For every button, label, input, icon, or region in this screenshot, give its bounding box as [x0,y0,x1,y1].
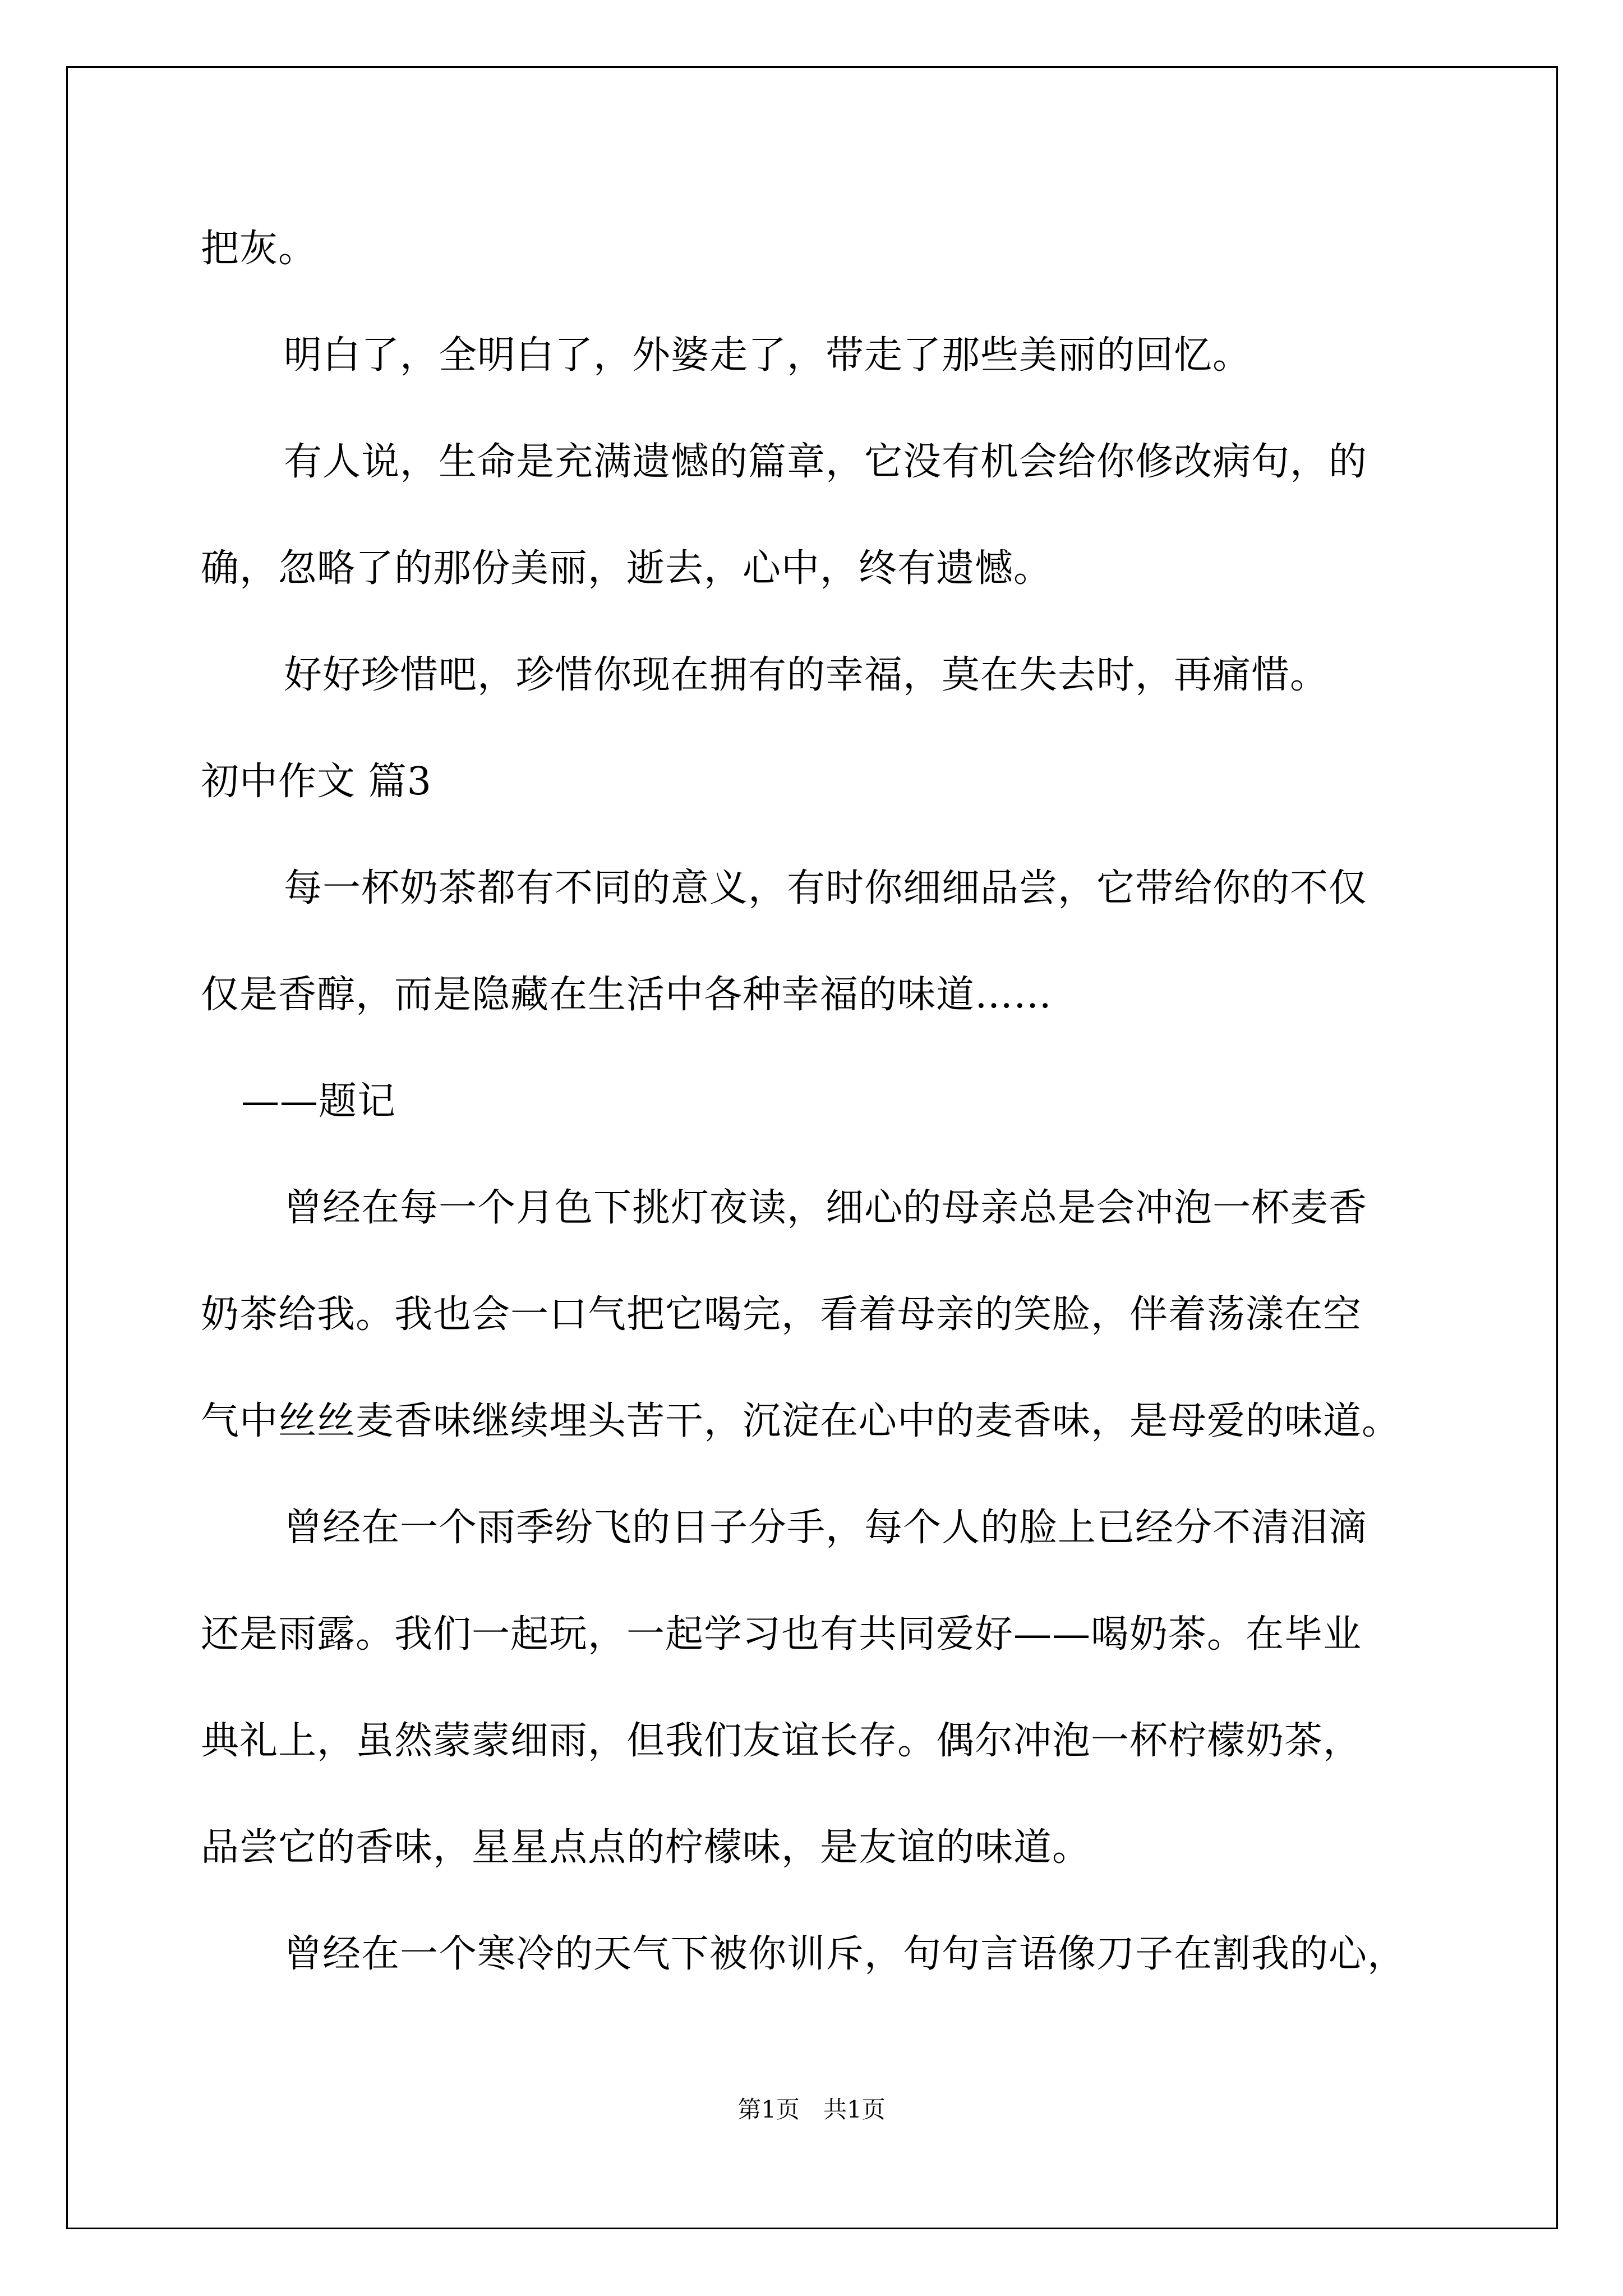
page-footer: 第1页 共1页 [737,2096,886,2123]
paragraph-line: 还是雨露。我们一起玩，一起学习也有共同爱好——喝奶茶。在毕业 [201,1612,1362,1657]
paragraph-line: 明白了，全明白了，外婆走了，带走了那些美丽的回忆。 [284,333,1252,378]
paragraph-line: 典礼上，虽然蒙蒙细雨，但我们友谊长存。偶尔冲泡一杯柠檬奶茶， [201,1719,1362,1763]
paragraph-line: 品尝它的香味，星星点点的柠檬味，是友谊的味道。 [201,1825,1091,1870]
paragraph-line: 把灰。 [201,227,317,271]
paragraph-line: 好好珍惜吧，珍惜你现在拥有的幸福，莫在失去时，再痛惜。 [284,653,1329,697]
paragraph-line: 气中丝丝麦香味继续埋头苦干，沉淀在心中的麦香味，是母爱的味道。 [201,1399,1401,1443]
epigraph-attribution: ——题记 [241,1079,396,1124]
paragraph-line: 有人说，生命是充满遗憾的篇章，它没有机会给你修改病句，的 [284,440,1368,484]
page-border [66,66,1558,2229]
paragraph-line: 仅是香醇，而是隐藏在生活中各种幸福的味道…… [201,973,1053,1017]
paragraph-line: 确，忽略了的那份美丽，逝去，心中，终有遗憾。 [201,546,1053,591]
paragraph-line: 每一杯奶茶都有不同的意义，有时你细细品尝，它带给你的不仅 [284,866,1368,910]
paragraph-line: 奶茶给我。我也会一口气把它喝完，看着母亲的笑脸，伴着荡漾在空 [201,1292,1362,1337]
paragraph-line: 曾经在每一个月色下挑灯夜读，细心的母亲总是会冲泡一杯麦香 [284,1186,1368,1230]
paragraph-line: 曾经在一个雨季纷飞的日子分手，每个人的脸上已经分不清泪滴 [284,1506,1368,1550]
paragraph-line: 曾经在一个寒冷的天气下被你训斥，句句言语像刀子在割我的心， [284,1932,1407,1976]
section-heading: 初中作文 篇3 [201,760,432,804]
